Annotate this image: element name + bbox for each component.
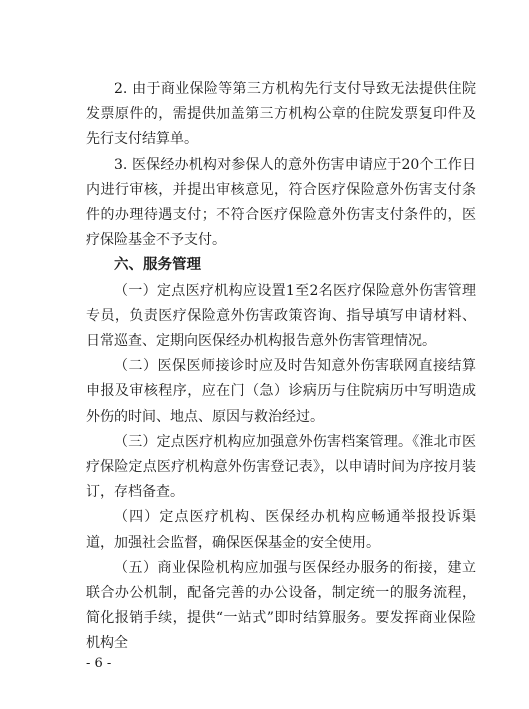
document-body bbox=[86, 77, 476, 657]
paragraph-item-3: 3. 医保经办机构对参保人的意外伤害申请应于20个工作日内进行审核，并提出审核意见，符合医疗保险意外伤害支付条件的办理待遇支付；不符合医疗保险意外伤害支付条件的，医疗保险基金不予支付。 bbox=[86, 156, 476, 249]
paragraph-clause-2: （二）医保医师接诊时应及时告知意外伤害联网直接结算申报及审核程序，应在门（急）诊病历与住院病历中写明造成外伤的时间、地点、原因与救治经过。 bbox=[86, 358, 476, 425]
paragraph-item-2: 2. 由于商业保险等第三方机构先行支付导致无法提供住院发票原件的，需提供加盖第三方机构公章的住院发票复印件及先行支付结算单。 bbox=[86, 81, 476, 148]
paragraph-clause-4: （四）定点医疗机构、医保经办机构应畅通举报投诉渠道，加强社会监督，确保医保基金的安全使用。 bbox=[86, 509, 476, 551]
section-heading-service-management: 六、服务管理 bbox=[114, 257, 201, 274]
paragraph-clause-1: （一）定点医疗机构应设置1至2名医疗保险意外伤害管理专员，负责医疗保险意外伤害政策咨询、指导填写申请材料、日常巡查、定期向医保经办机构报告意外伤害管理情况。 bbox=[86, 282, 476, 350]
page-number: - 6 - bbox=[86, 656, 112, 671]
paragraph-clause-3: （三）定点医疗机构应加强意外伤害档案管理。《淮北市医疗保险定点医疗机构意外伤害登记表》，以申请时间为序按月装订，存档备查。 bbox=[86, 433, 476, 501]
paragraph-clause-5: （五）商业保险机构应加强与医保经办服务的衔接，建立联合办公机制，配备完善的办公设备，制定统一的服务流程，简化报销手续，提供“一站式”即时结算服务。要发挥商业保险机构全 bbox=[86, 559, 476, 652]
